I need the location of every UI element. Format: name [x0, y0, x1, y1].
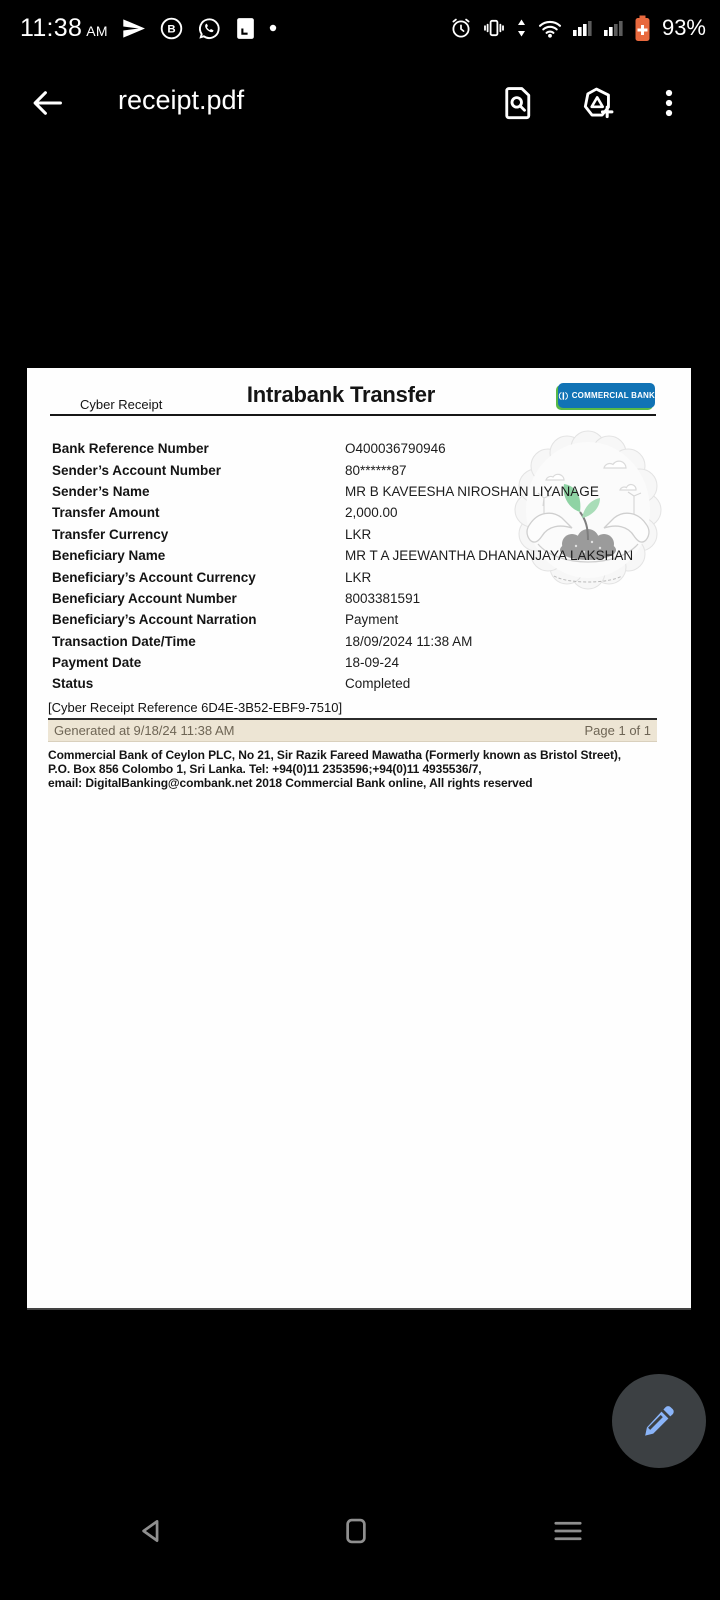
footer-line: email: DigitalBanking@combank.net 2018 Commercial Bank online, All rights reserved [48, 775, 533, 790]
table-row [52, 502, 662, 523]
nav-back-icon [132, 1513, 168, 1549]
field-label: Beneficiary Name [52, 548, 166, 564]
b-app-icon [159, 16, 184, 41]
table-row [52, 673, 662, 694]
nav-home-button[interactable] [338, 1513, 374, 1552]
clock-time: 11:38 [20, 13, 83, 42]
clock-meridiem: AM [86, 22, 108, 39]
app-card-icon [235, 16, 256, 41]
header-divider [50, 414, 656, 416]
telegram-icon [121, 16, 146, 41]
nav-recents-icon [550, 1513, 586, 1549]
field-label: Transfer Currency [52, 526, 169, 542]
app-bar [0, 70, 720, 136]
nav-home-icon [338, 1513, 374, 1549]
table-row [52, 524, 662, 545]
table-row [52, 588, 662, 609]
status-bar-left [20, 14, 277, 43]
footer-line: Commercial Bank of Ceylon PLC, No 21, Sir Razik Fareed Mawatha (Formerly known as Bristol Street), [48, 748, 622, 762]
pencil-icon [636, 1398, 682, 1444]
field-value: 8003381591 [345, 590, 421, 606]
add-annotation-button[interactable] [579, 84, 617, 125]
back-arrow-icon [28, 84, 66, 122]
bank-footer-text [48, 749, 621, 790]
field-value: MR B KAVEESHA NIROSHAN LIYANAGE [345, 483, 599, 499]
table-row [52, 545, 662, 566]
battery-percent: 93% [661, 15, 706, 40]
navigation-bar [0, 1495, 720, 1570]
table-row [52, 652, 662, 673]
document-title: receipt.pdf [118, 85, 245, 115]
field-value: LKR [345, 569, 372, 585]
status-bar [0, 0, 720, 56]
table-row [52, 481, 662, 502]
field-label: Beneficiary’s Account Currency [52, 569, 256, 585]
table-row [52, 459, 662, 480]
commercial-bank-logo-text: COMMERCIAL BANK [571, 391, 655, 400]
alarm-icon [449, 16, 473, 40]
field-value: 80******87 [345, 462, 407, 478]
field-label: Sender’s Account Number [52, 462, 222, 478]
table-row [52, 438, 662, 459]
whatsapp-icon [197, 16, 222, 41]
field-value: Payment [345, 612, 399, 628]
field-value: 2,000.00 [345, 505, 398, 521]
field-label: Bank Reference Number [52, 441, 209, 457]
edit-fab[interactable] [612, 1374, 706, 1468]
nav-recents-button[interactable] [550, 1513, 586, 1552]
overflow-menu-button[interactable] [654, 84, 684, 125]
back-button[interactable] [28, 84, 66, 125]
table-row [52, 609, 662, 630]
receipt-doc-label: Cyber Receipt [80, 397, 163, 412]
field-value: 18/09/2024 11:38 AM [345, 633, 473, 649]
table-row [52, 631, 662, 652]
receipt-fields-table [52, 438, 662, 695]
add-annotation-icon [579, 84, 617, 122]
svg-text:B: B [167, 23, 176, 36]
field-label: Transaction Date/Time [52, 633, 196, 649]
pdf-viewport[interactable] [0, 136, 720, 1356]
data-arrows-icon [515, 16, 528, 40]
nav-back-button[interactable] [132, 1513, 168, 1552]
field-value: LKR [345, 526, 372, 542]
field-label: Beneficiary’s Account Narration [52, 612, 257, 628]
field-value: O400036790946 [345, 441, 446, 457]
clock [20, 14, 108, 43]
cyber-receipt-reference: [Cyber Receipt Reference 6D4E-3B52-EBF9-7510] [48, 700, 343, 715]
field-value: Completed [345, 676, 411, 692]
footer-line: P.O. Box 856 Colombo 1, Sri Lanka. Tel: +94(0)11 2353596;+94(0)11 4935536/7, [48, 761, 482, 776]
generated-bar [48, 720, 657, 742]
field-label: Beneficiary Account Number [52, 590, 237, 606]
signal-bars-1 [572, 16, 594, 40]
field-label: Status [52, 676, 94, 692]
vibrate-icon [482, 16, 506, 40]
field-label: Sender’s Name [52, 483, 150, 499]
find-in-document-button[interactable] [499, 84, 537, 125]
receipt-title: Intrabank Transfer [246, 382, 436, 407]
table-row [52, 566, 662, 587]
commercial-bank-logo-mark [558, 389, 569, 403]
wifi-icon [537, 16, 563, 40]
find-in-document-icon [499, 84, 537, 122]
field-value: MR T A JEEWANTHA DHANANJAYA LAKSHAN [345, 548, 634, 564]
overflow-menu-icon [654, 84, 684, 122]
generated-timestamp: Generated at 9/18/24 11:38 AM [54, 723, 235, 738]
battery-saver-icon [634, 15, 651, 42]
field-label: Payment Date [52, 655, 142, 671]
signal-bars-2 [603, 16, 625, 40]
page-indicator: Page 1 of 1 [584, 723, 651, 738]
field-label: Transfer Amount [52, 505, 160, 521]
notification-dot [269, 24, 277, 32]
field-value: 18-09-24 [345, 655, 400, 671]
commercial-bank-logo [558, 383, 655, 408]
receipt-page [27, 368, 691, 1308]
status-bar-right [449, 15, 706, 42]
